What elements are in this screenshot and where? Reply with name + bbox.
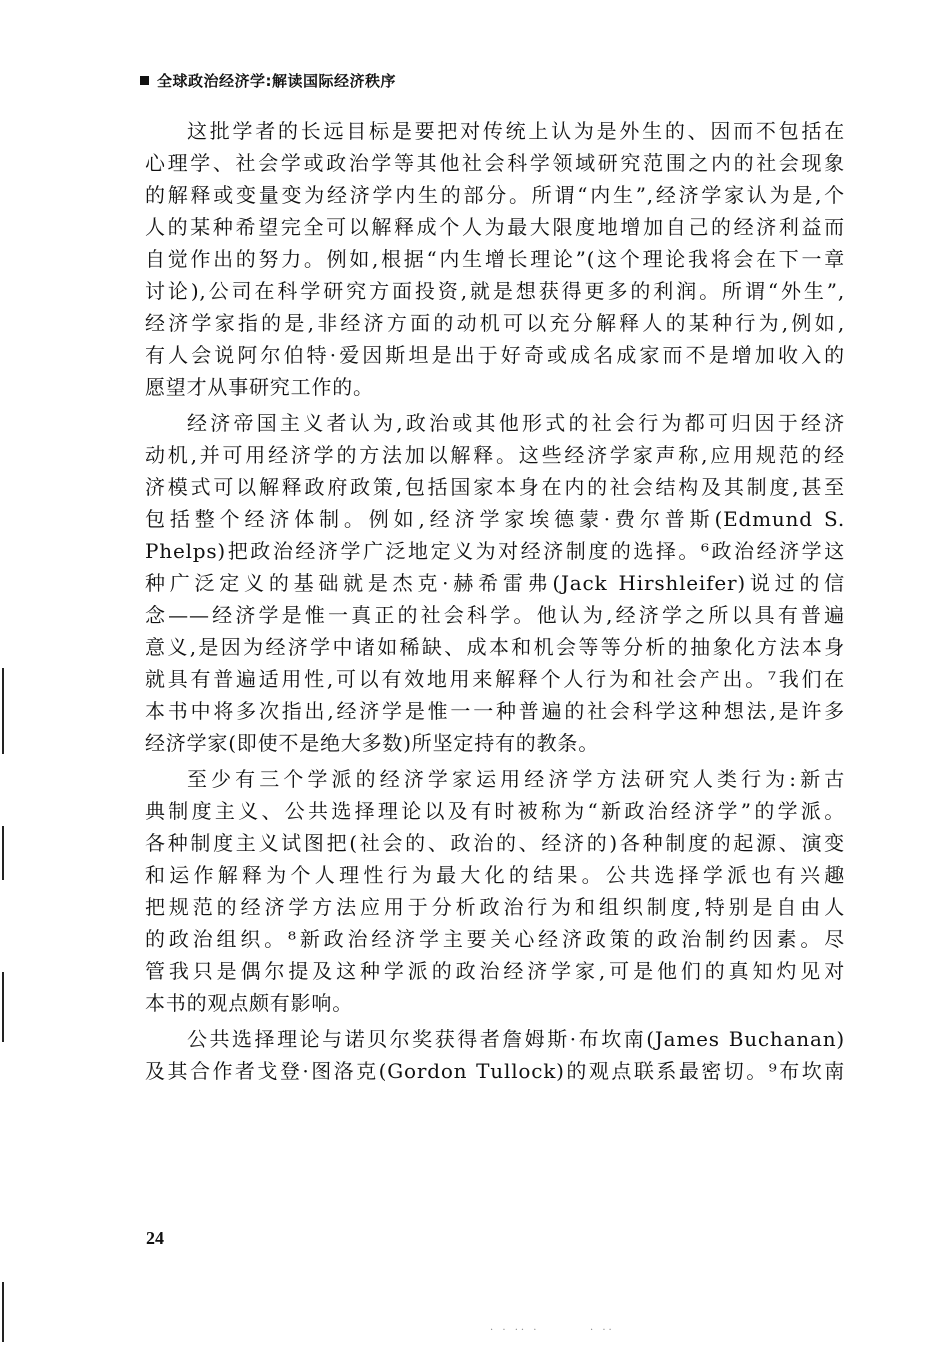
body-text [145,115,845,1087]
paragraph-line: 公共选择理论与诺贝尔奖获得者詹姆斯·布坎南(James Buchanan) [187,1027,845,1051]
paragraph-line: 的解释或变量变为经济学内生的部分。所谓“内生”,经济学家认为是,个 [145,183,845,207]
paragraph-line: 把规范的经济学方法应用于分析政治行为和组织制度,特别是自由人 [145,895,845,919]
paragraph-line: 本书的观点颇有影响。 [145,991,353,1015]
paragraph-line: 包括整个经济体制。例如,经济学家埃德蒙·费尔普斯(Edmund S. [145,507,845,531]
paragraph-line: 心理学、社会学或政治学等其他社会科学领域研究范围之内的社会现象 [145,151,845,175]
paragraph-line: 和运作解释为个人理性行为最大化的结果。公共选择学派也有兴趣 [145,863,845,887]
paragraph-line: 自觉作出的努力。例如,根据“内生增长理论”(这个理论我将会在下一章 [145,247,845,271]
paragraph-line: 动机,并可用经济学的方法加以解释。这些经济学家声称,应用规范的经 [145,443,845,467]
scan-noise: . . .. . [490,1322,540,1333]
square-bullet-icon [140,76,149,85]
paragraph-line: 典制度主义、公共选择理论以及有时被称为“新政治经济学”的学派。 [145,799,845,823]
paragraph-line: 这批学者的长远目标是要把对传统上认为是外生的、因而不包括在 [187,119,845,143]
scan-edge-mark [2,972,4,1042]
paragraph-line: 经济学家(即使不是绝大多数)所坚定持有的教条。 [145,731,600,755]
page-number: 24 [146,1228,164,1248]
scan-noise: . .. [590,1322,615,1333]
paragraph-line: 及其合作者戈登·图洛克(Gordon Tullock)的观点联系最密切。⁹布坎南 [145,1059,845,1083]
running-header-title: 全球政治经济学:解读国际经济秩序 [157,71,397,90]
paragraph-line: 各种制度主义试图把(社会的、政治的、经济的)各种制度的起源、演变 [145,831,845,855]
paragraph-line: 人的某种希望完全可以解释成个人为最大限度地增加自己的经济利益而 [145,215,845,239]
paragraph-line: 讨论),公司在科学研究方面投资,就是想获得更多的利润。所谓“外生”, [145,279,845,303]
paragraph-line: Phelps)把政治经济学广泛地定义为对经济制度的选择。⁶政治经济学这 [145,539,845,563]
paragraph-line: 愿望才从事研究工作的。 [145,375,374,399]
paragraph-line: 念——经济学是惟一真正的社会科学。他认为,经济学之所以具有普遍 [145,603,845,627]
paragraph-line: 管我只是偶尔提及这种学派的政治经济学家,可是他们的真知灼见对 [145,959,845,983]
scan-edge-mark [2,826,4,880]
paragraph-line: 本书中将多次指出,经济学是惟一一种普遍的社会科学这种想法,是许多 [145,699,845,723]
running-header [140,70,396,90]
paragraph-line: 有人会说阿尔伯特·爱因斯坦是出于好奇或成名成家而不是增加收入的 [145,343,845,367]
paragraph-line: 济模式可以解释政府政策,包括国家本身在内的社会结构及其制度,甚至 [145,475,845,499]
scan-edge-mark [2,668,4,754]
paragraph-line: 至少有三个学派的经济学家运用经济学方法研究人类行为:新古 [187,767,845,791]
paragraph-line: 就具有普遍适用性,可以有效地用来解释个人行为和社会产出。⁷我们在 [145,667,845,691]
paragraph-line: 意义,是因为经济学中诸如稀缺、成本和机会等等分析的抽象化方法本身 [145,635,845,659]
paragraph-line: 经济学家指的是,非经济方面的动机可以充分解释人的某种行为,例如, [145,311,845,335]
paragraph-line: 种广泛定义的基础就是杰克·赫希雷弗(Jack Hirshleifer)说过的信 [145,571,845,595]
scan-edge-mark [2,1282,4,1342]
paragraph-line: 的政治组织。⁸新政治经济学主要关心经济政策的政治制约因素。尽 [145,927,845,951]
paragraph-line: 经济帝国主义者认为,政治或其他形式的社会行为都可归因于经济 [187,411,845,435]
